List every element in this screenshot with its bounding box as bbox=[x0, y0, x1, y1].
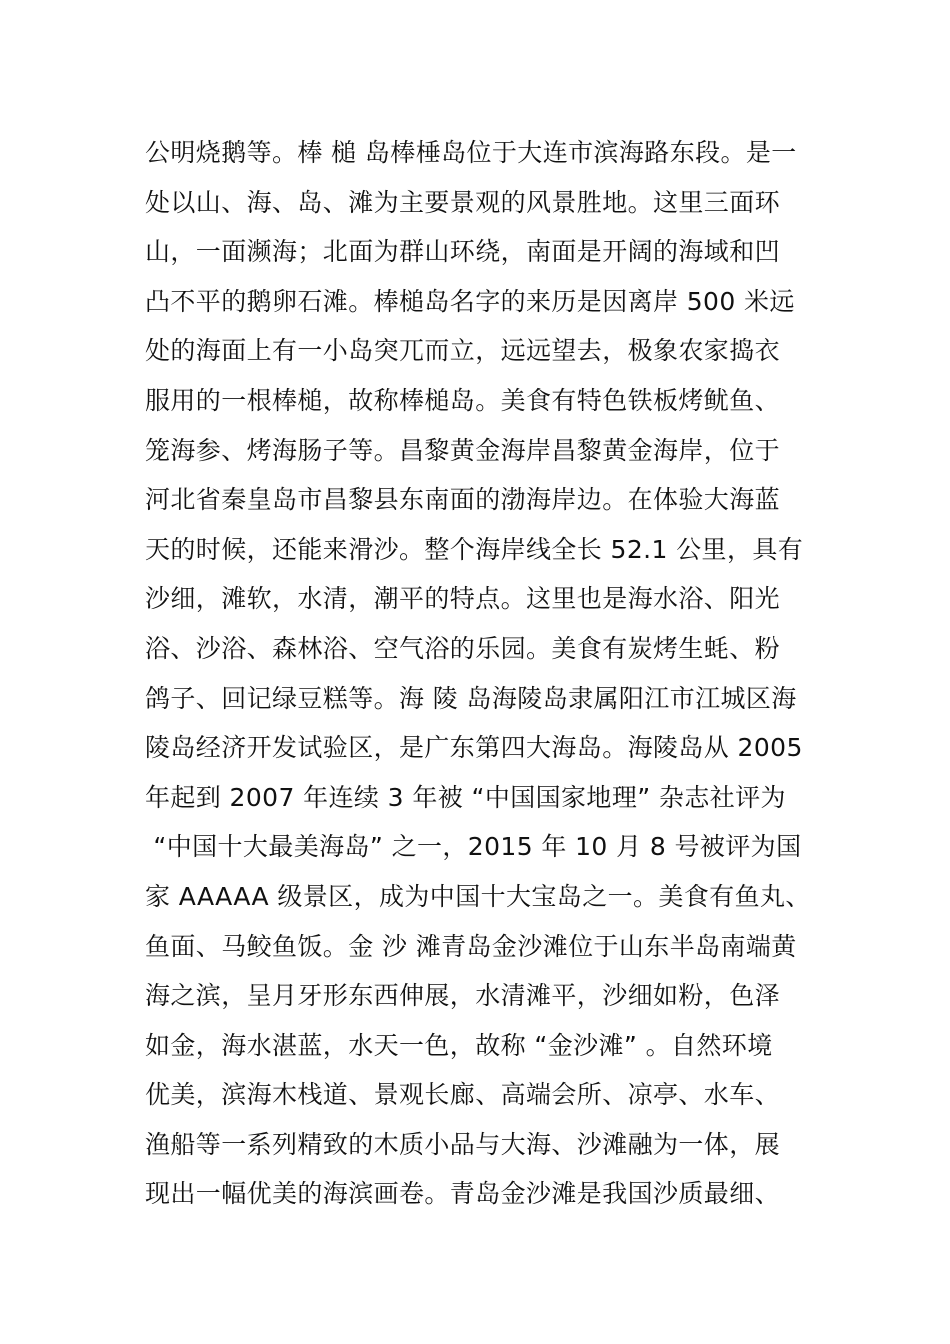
text-line: 渔船等一系列精致的木质小品与大海、沙滩融为一体，展 bbox=[145, 1129, 781, 1159]
text-line: 如金，海水湛蓝，水天一色，故称 “金沙滩” 。自然环境 bbox=[145, 1030, 773, 1060]
text-line: 天的时候，还能来滑沙。整个海岸线全长 52.1 公里，具有 bbox=[145, 534, 804, 564]
text-line: “中国十大最美海岛” 之一，2015 年 10 月 8 号被评为国 bbox=[145, 832, 802, 862]
text-line: 浴、沙浴、森林浴、空气浴的乐园。美食有炭烤生蚝、粉 bbox=[145, 633, 781, 663]
text-line: 山，一面濒海；北面为群山环绕，南面是开阔的海域和凹 bbox=[145, 237, 781, 267]
body-text bbox=[145, 128, 825, 1219]
text-line: 处的海面上有一小岛突兀而立，远远望去，极象农家捣衣 bbox=[145, 336, 781, 366]
text-line: 鸽子、回记绿豆糕等。海 陵 岛海陵岛隶属阳江市江城区海 bbox=[145, 683, 797, 713]
text-line: 优美，滨海木栈道、景观长廊、高端会所、凉亭、水车、 bbox=[145, 1080, 781, 1110]
text-line: 年起到 2007 年连续 3 年被 “中国国家地理” 杂志社评为 bbox=[145, 782, 786, 812]
text-line: 海之滨，呈月牙形东西伸展，水清滩平，沙细如粉，色泽 bbox=[145, 981, 781, 1011]
text-line: 笼海参、烤海肠子等。昌黎黄金海岸昌黎黄金海岸，位于 bbox=[145, 435, 781, 465]
text-line: 处以山、海、岛、滩为主要景观的风景胜地。这里三面环 bbox=[145, 187, 781, 217]
text-line: 家 AAAAA 级景区，成为中国十大宝岛之一。美食有鱼丸、 bbox=[145, 881, 811, 911]
text-line: 河北省秦皇岛市昌黎县东南面的渤海岸边。在体验大海蓝 bbox=[145, 485, 781, 515]
text-line: 现出一幅优美的海滨画卷。青岛金沙滩是我国沙质最细、 bbox=[145, 1179, 781, 1209]
text-line: 陵岛经济开发试验区，是广东第四大海岛。海陵岛从 2005 bbox=[145, 733, 803, 763]
text-line: 凸不平的鹅卵石滩。棒槌岛名字的来历是因离岸 500 米远 bbox=[145, 286, 795, 316]
text-line: 沙细，滩软，水清，潮平的特点。这里也是海水浴、阳光 bbox=[145, 584, 781, 614]
text-line: 公明烧鹅等。棒 槌 岛棒棰岛位于大连市滨海路东段。是一 bbox=[145, 138, 797, 167]
text-line: 鱼面、马鲛鱼饭。金 沙 滩青岛金沙滩位于山东半岛南端黄 bbox=[145, 931, 797, 961]
text-line: 服用的一根棒槌，故称棒槌岛。美食有特色铁板烤鱿鱼、 bbox=[145, 385, 781, 415]
